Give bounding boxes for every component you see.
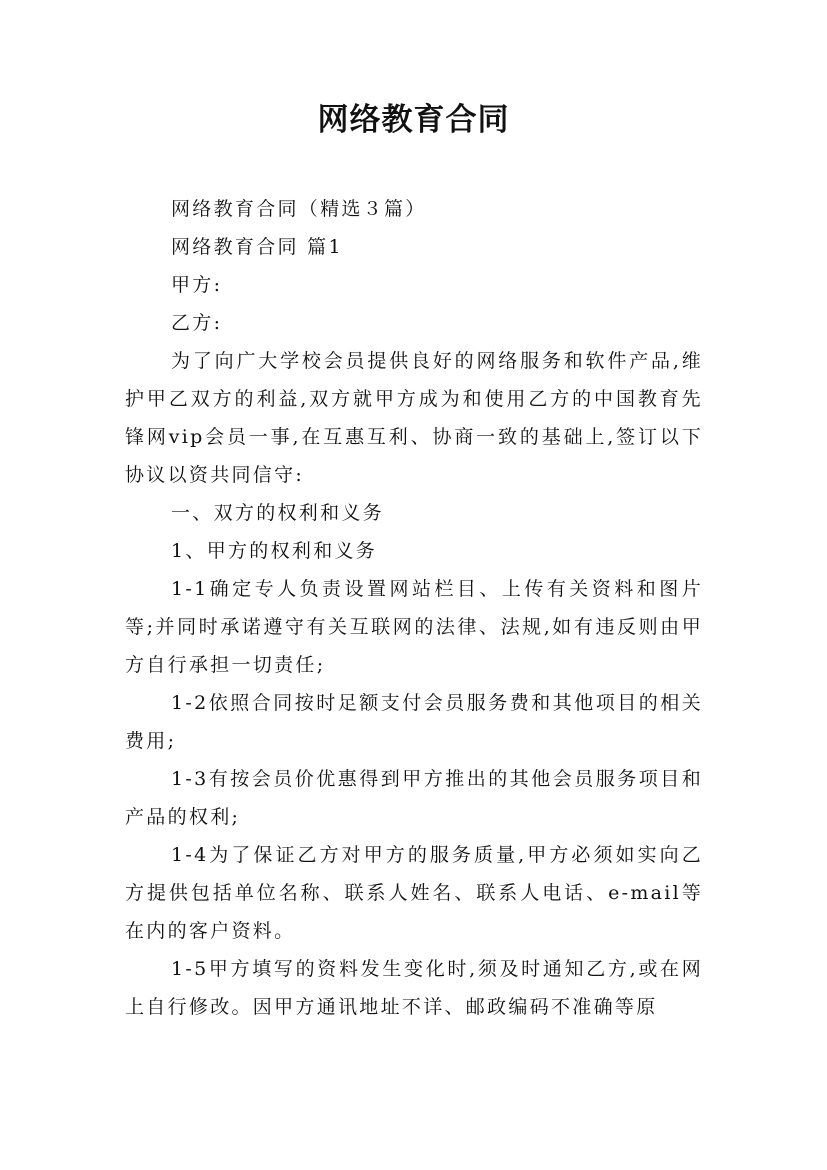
clause-heading: 一、双方的权利和义务	[171, 502, 385, 524]
clause-1-3: 1-3有按会员价优惠得到甲方推出的其他会员服务项目和产品的权利;	[125, 768, 703, 828]
party-a-line: 甲方:	[171, 274, 223, 296]
document-body	[125, 190, 703, 1026]
document-title: 网络教育合同	[317, 102, 510, 138]
clause-1-1: 1-1确定专人负责设置网站栏目、上传有关资料和图片等;并同时承诺遵守有关互联网的法律、法规,如有违反则由甲方自行承担一切责任;	[125, 578, 703, 676]
party-b-line: 乙方:	[171, 312, 223, 334]
subclause-heading: 1、甲方的权利和义务	[171, 540, 378, 562]
clause-1-2: 1-2依照合同按时足额支付会员服务费和其他项目的相关费用;	[125, 692, 703, 752]
clause-1-4: 1-4为了保证乙方对甲方的服务质量,甲方必须如实向乙方提供包括单位名称、联系人姓名、联系人电话、e-mail等在内的客户资料。	[125, 844, 703, 942]
preamble-paragraph: 为了向广大学校会员提供良好的网络服务和软件产品,维护甲乙双方的利益,双方就甲方成为和使用乙方的中国教育先锋网vip会员一事,在互惠互利、协商一致的基础上,签订以下协议以资共同信守:	[125, 350, 703, 486]
section-heading: 网络教育合同 篇1	[171, 236, 343, 258]
clause-1-5: 1-5甲方填写的资料发生变化时,须及时通知乙方,或在网上自行修改。因甲方通讯地址不详、邮政编码不准确等原	[125, 958, 703, 1018]
subtitle-paragraph: 网络教育合同（精选３篇）	[171, 198, 427, 220]
